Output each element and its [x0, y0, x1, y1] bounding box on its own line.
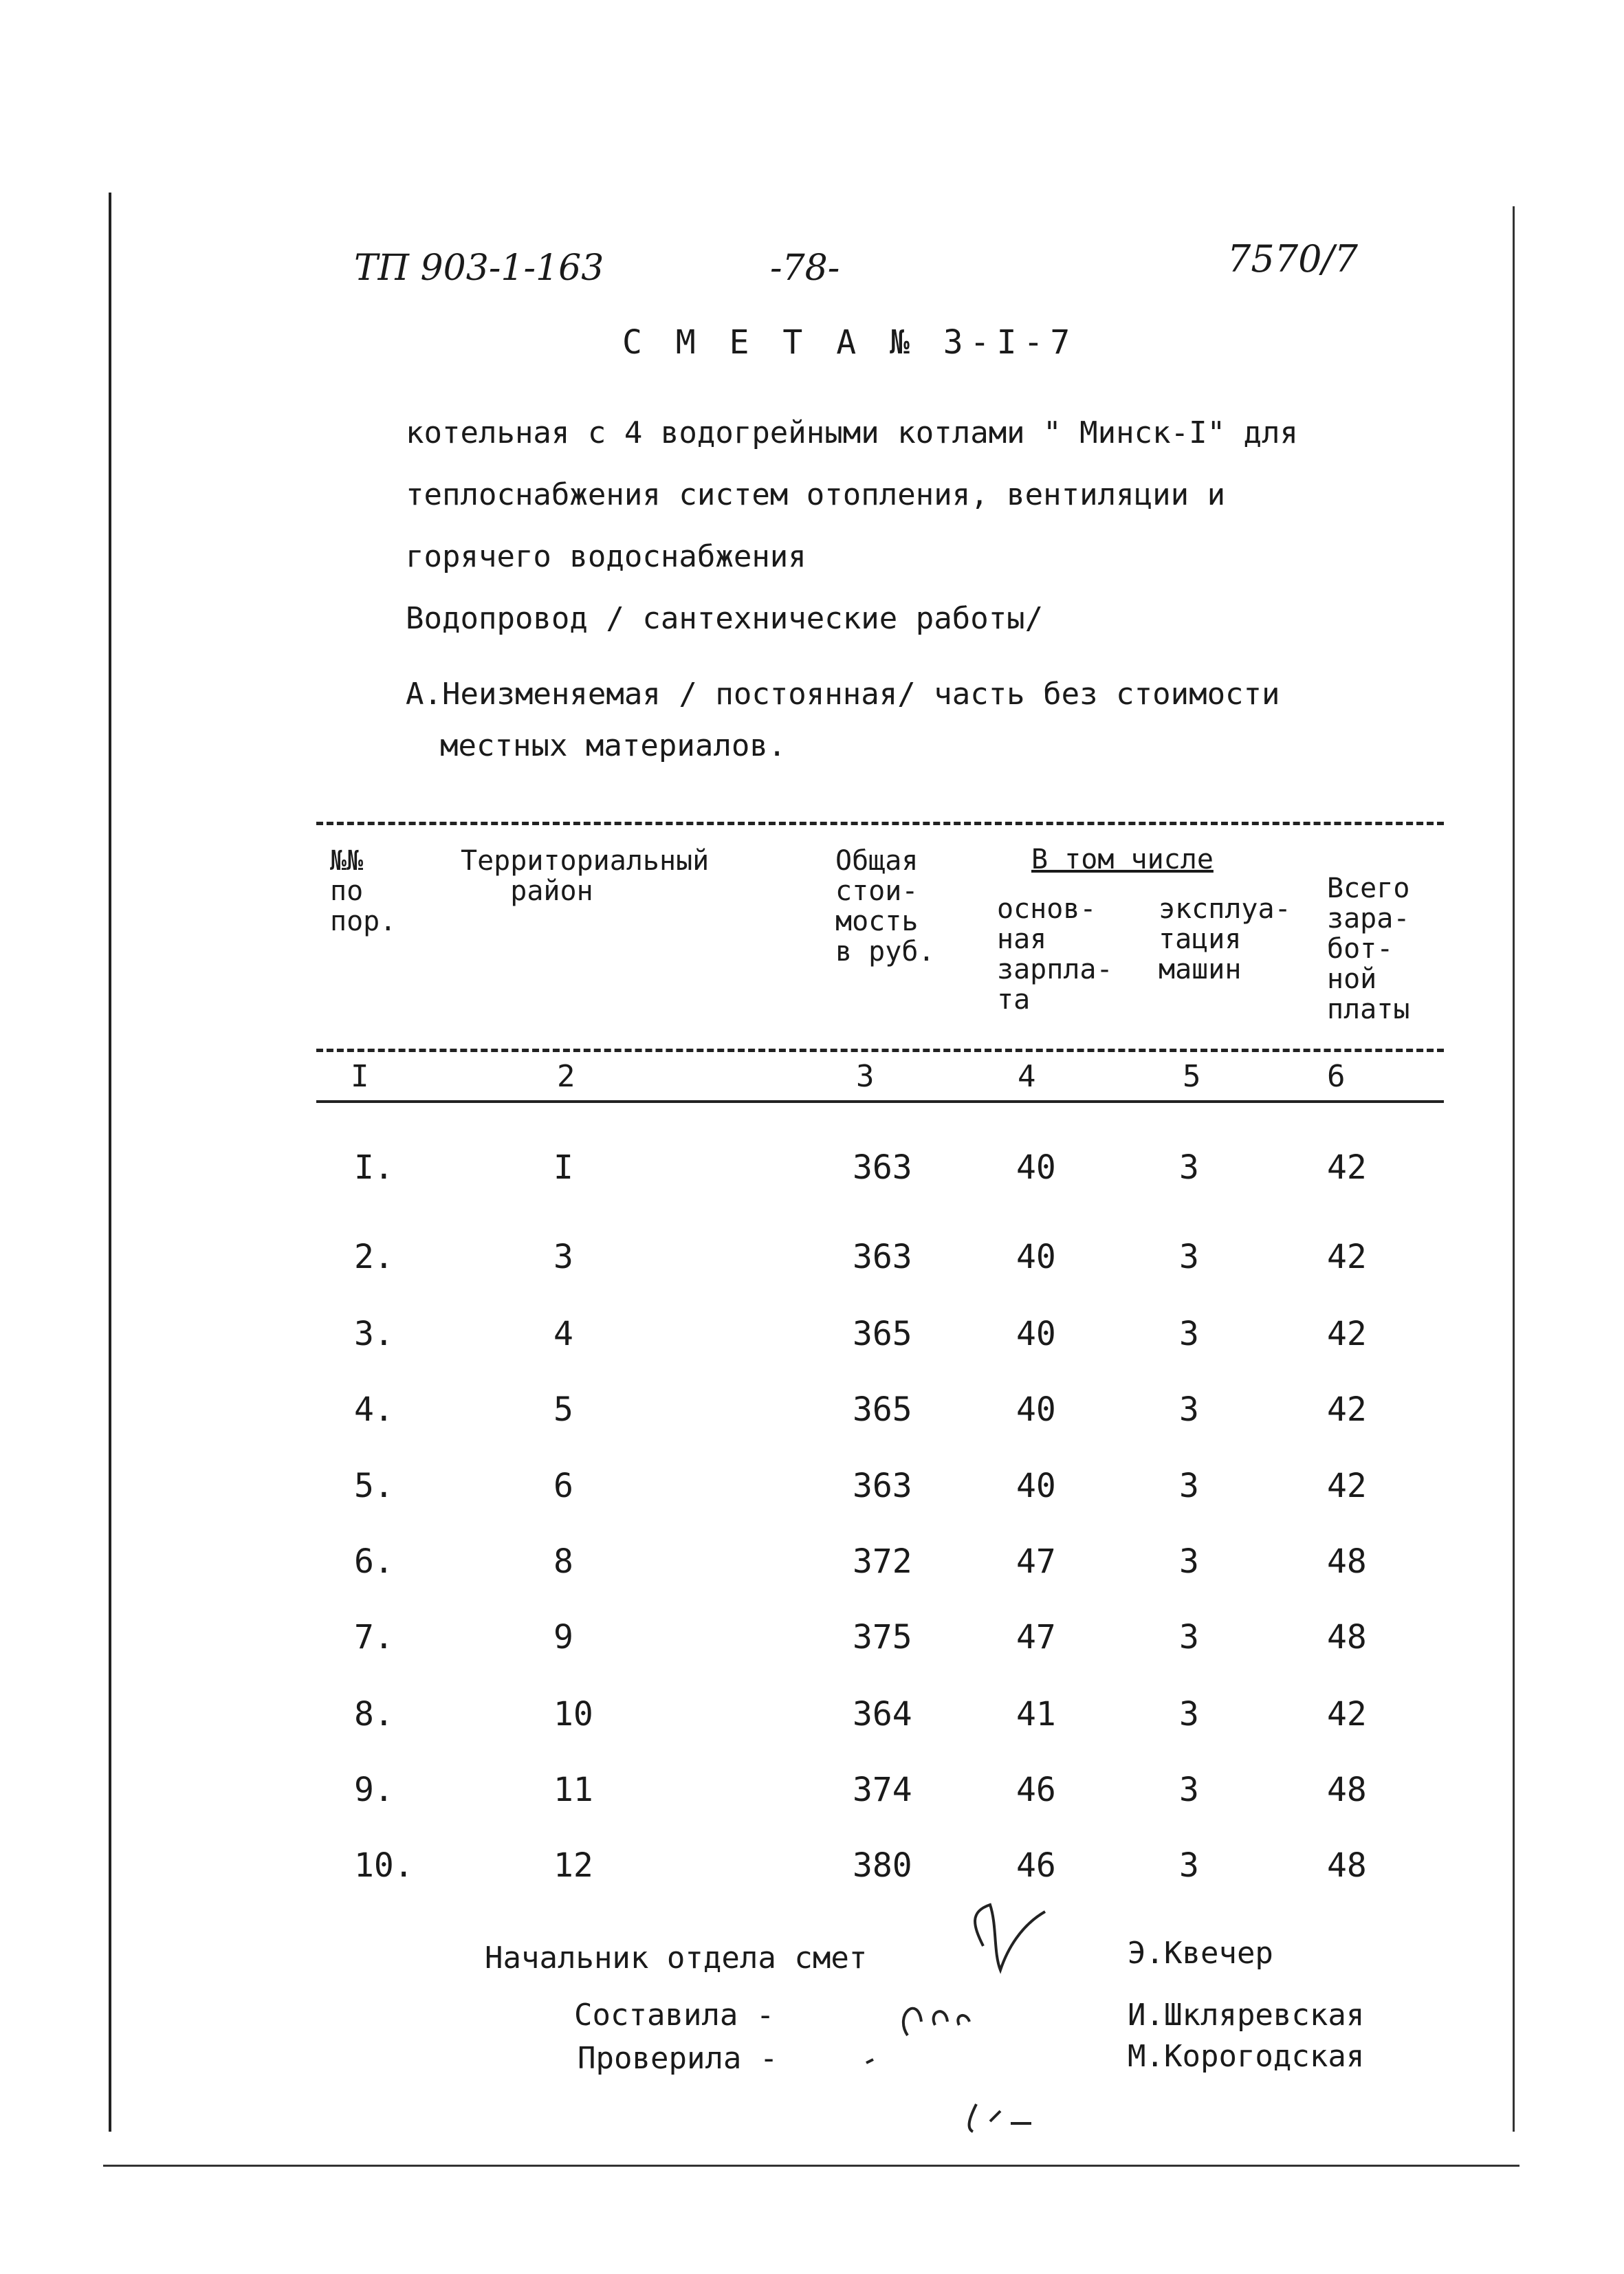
cell-machine-operation: 3 [1179, 1846, 1199, 1885]
cell-base-salary: 41 [1016, 1695, 1056, 1734]
cell-total-cost: 364 [853, 1695, 912, 1734]
header-machine-operation: эксплуа- тация машин [1159, 893, 1291, 985]
cell-district: 4 [553, 1315, 573, 1353]
signature-scribble-head [975, 1905, 1045, 1970]
section-line: местных материалов. [440, 728, 787, 763]
cell-total-cost: 365 [853, 1315, 912, 1353]
cell-base-salary: 40 [1016, 1238, 1056, 1276]
cell-district: 12 [553, 1846, 593, 1885]
cell-total-wages: 48 [1327, 1618, 1367, 1657]
signature-role: Проверила - [578, 2041, 778, 2076]
table-top-rule [316, 822, 1444, 825]
signature-scribble-compiler [903, 2009, 969, 2035]
cell-total-cost: 374 [853, 1771, 912, 1809]
description-line: котельная с 4 водогрейными котлами " Минск-I" для [406, 415, 1299, 450]
header-including-group: В том числе [1031, 844, 1214, 875]
cell-district: 9 [553, 1618, 573, 1657]
cell-district: I [553, 1148, 573, 1187]
header-base-salary: основ- ная зарпла- та [997, 893, 1113, 1016]
cell-total-wages: 42 [1327, 1467, 1367, 1505]
cell-total-cost: 363 [853, 1467, 912, 1505]
description-line: теплоснабжения систем отопления, вентиляции и [406, 477, 1226, 512]
header-territorial-district: Территориальный район [461, 845, 710, 907]
cell-machine-operation: 3 [1179, 1390, 1199, 1429]
right-frame-line [1513, 206, 1515, 2132]
page-number: -78- [770, 248, 840, 289]
cell-total-cost: 363 [853, 1148, 912, 1187]
cell-base-salary: 47 [1016, 1542, 1056, 1581]
cell-total-wages: 42 [1327, 1315, 1367, 1353]
header-total-cost: Общая стои- мость в руб. [835, 845, 935, 967]
cell-machine-operation: 3 [1179, 1467, 1199, 1505]
cell-base-salary: 46 [1016, 1846, 1056, 1885]
cell-row-number: 2. [354, 1238, 394, 1276]
cell-row-number: 3. [354, 1315, 394, 1353]
column-number: 4 [1018, 1059, 1036, 1094]
archive-code: 7570/7 [1227, 237, 1358, 281]
cell-district: 3 [553, 1238, 573, 1276]
cell-row-number: 4. [354, 1390, 394, 1429]
cell-total-wages: 48 [1327, 1846, 1367, 1885]
cell-row-number: 10. [354, 1846, 414, 1885]
document-code: ТП 903-1-163 [354, 248, 604, 289]
cell-base-salary: 40 [1016, 1467, 1056, 1505]
column-number: 5 [1183, 1059, 1201, 1094]
cell-base-salary: 40 [1016, 1148, 1056, 1187]
cell-total-cost: 375 [853, 1618, 912, 1657]
cell-total-cost: 363 [853, 1238, 912, 1276]
cell-machine-operation: 3 [1179, 1695, 1199, 1734]
handwritten-signature-marks [825, 1884, 1100, 2145]
cell-machine-operation: 3 [1179, 1238, 1199, 1276]
signature-name: Э.Квечер [1128, 1936, 1273, 1971]
cell-district: 8 [553, 1542, 573, 1581]
column-number-rule [316, 1100, 1444, 1103]
column-number: 2 [557, 1059, 575, 1094]
bottom-frame-line [103, 2165, 1519, 2167]
cell-machine-operation: 3 [1179, 1618, 1199, 1657]
cell-row-number: 9. [354, 1771, 394, 1809]
cell-total-wages: 42 [1327, 1695, 1367, 1734]
cell-machine-operation: 3 [1179, 1542, 1199, 1581]
cell-row-number: 5. [354, 1467, 394, 1505]
signature-role: Начальник отдела смет [485, 1940, 868, 1976]
estimate-title: С М Е Т А № 3-I-7 [622, 323, 1077, 362]
cell-base-salary: 47 [1016, 1618, 1056, 1657]
cell-total-cost: 372 [853, 1542, 912, 1581]
cell-total-wages: 48 [1327, 1771, 1367, 1809]
column-number: I [351, 1059, 369, 1094]
cell-total-wages: 42 [1327, 1238, 1367, 1276]
description-line: Водопровод / сантехнические работы/ [406, 601, 1044, 636]
cell-machine-operation: 3 [1179, 1315, 1199, 1353]
header-bottom-rule [316, 1049, 1444, 1052]
description-line: горячего водоснабжения [406, 539, 806, 574]
header-total-wages: Всего зара- бот- ной платы [1327, 873, 1410, 1025]
column-number: 3 [856, 1059, 875, 1094]
signature-name: И.Шкляревская [1128, 1998, 1365, 2033]
cell-row-number: 8. [354, 1695, 394, 1734]
cell-row-number: 6. [354, 1542, 394, 1581]
signature-scribble-checker [866, 2059, 1031, 2132]
cell-machine-operation: 3 [1179, 1148, 1199, 1187]
cell-total-cost: 380 [853, 1846, 912, 1885]
signature-role: Составила - [574, 1998, 775, 2033]
cell-total-wages: 42 [1327, 1390, 1367, 1429]
cell-district: 11 [553, 1771, 593, 1809]
cell-row-number: I. [354, 1148, 394, 1187]
cell-base-salary: 40 [1016, 1315, 1056, 1353]
cell-machine-operation: 3 [1179, 1771, 1199, 1809]
cell-district: 6 [553, 1467, 573, 1505]
cell-row-number: 7. [354, 1618, 394, 1657]
signature-name: М.Корогодская [1128, 2039, 1365, 2074]
left-frame-line [109, 193, 111, 2132]
section-line: А.Неизменяемая / постоянная/ часть без стоимости [406, 677, 1280, 712]
cell-base-salary: 40 [1016, 1390, 1056, 1429]
cell-total-cost: 365 [853, 1390, 912, 1429]
header-row-number: №№ по пор. [330, 845, 397, 937]
cell-total-wages: 48 [1327, 1542, 1367, 1581]
cell-district: 10 [553, 1695, 593, 1734]
cell-base-salary: 46 [1016, 1771, 1056, 1809]
cell-total-wages: 42 [1327, 1148, 1367, 1187]
column-number: 6 [1327, 1059, 1346, 1094]
cell-district: 5 [553, 1390, 573, 1429]
